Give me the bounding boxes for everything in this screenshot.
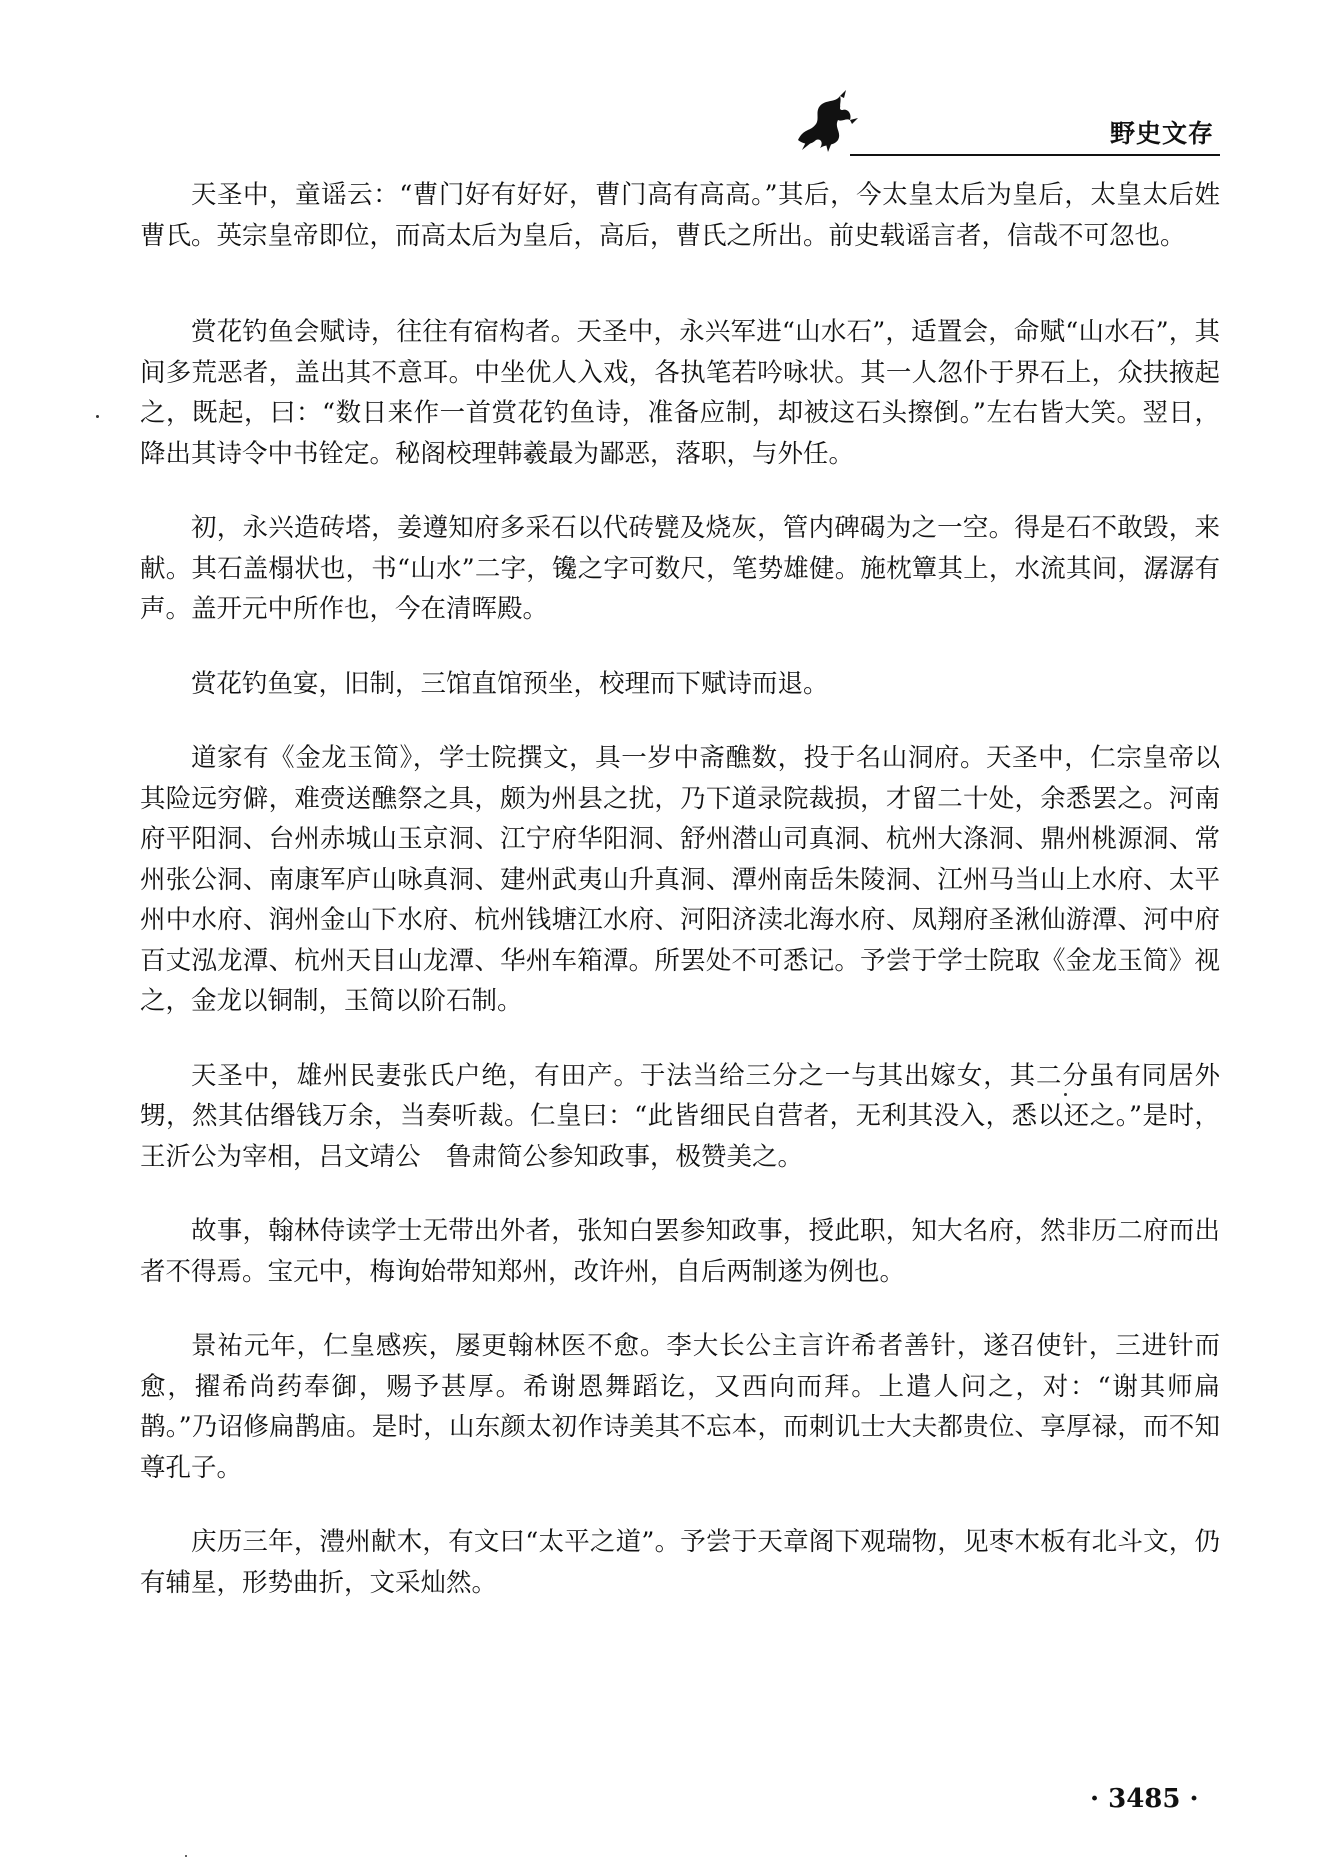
series-title: 野史文存 [1109,119,1214,148]
dragon-emblem-icon [790,88,860,154]
paragraph: 初，永兴造砖塔，姜遵知府多采石以代砖甓及烧灰，管内碑碣为之一空。得是石不敢毁，来献。其石盖榻状也，书“山水”二字，镵之字可数尺，笔势雄健。施枕簟其上，水流其间，潺潺有声。盖开元中所作也，今在清晖殿。 [140,513,1220,624]
page-header [790,88,1220,158]
paragraph: 故事，翰林侍读学士无带出外者，张知白罢参知政事，授此职，知大名府，然非历二府而出者不得焉。宝元中，梅询始带知郑州，改许州，自后两制遂为例也。 [140,1216,1220,1287]
paragraph: 道家有《金龙玉简》，学士院撰文，具一岁中斋醮数，投于名山洞府。天圣中，仁宗皇帝以其险远穷僻，难赍送醮祭之具，颇为州县之扰，乃下道录院裁损，才留二十处，余悉罢之。河南府平阳洞、台州赤城山玉京洞、江宁府华阳洞、舒州潜山司真洞、杭州大涤洞、鼎州桃源洞、常州张公洞、南康军庐山咏真洞、建州武夷山升真洞、潭州南岳朱陵洞、江州马当山上水府、太平州中水府、润州金山下水府、杭州钱塘江水府、河阳济渎北海水府、凤翔府圣湫仙游潭、河中府百丈泓龙潭、杭州天目山龙潭、华州车箱潭。所罢处不可悉记。予尝于学士院取《金龙玉简》视之，金龙以铜制，玉简以阶石制。 [140,743,1220,1016]
scan-speck [1064,1093,1067,1096]
scan-speck [96,415,99,418]
article-body [140,175,1220,1603]
page-number: · 3485 · [1090,1784,1199,1814]
paragraph: 赏花钓鱼宴，旧制，三馆直馆预坐，校理而下赋诗而退。 [191,668,829,699]
paragraph: 天圣中，童谣云：“曹门好有好好，曹门高有高高。”其后，今太皇太后为皇后，太皇太后姓曹氏。英宗皇帝即位，而高太后为皇后，高后，曹氏之所出。前史载谣言者，信哉不可忽也。 [140,180,1220,251]
scan-speck [185,1855,187,1857]
paragraph: 天圣中，雄州民妻张氏户绝，有田产。于法当给三分之一与其出嫁女，其二分虽有同居外甥，然其估缗钱万余，当奏听裁。仁皇曰：“此皆细民自营者，无利其没入，悉以还之。”是时，王沂公为宰相，吕文靖公 鲁肃简公参知政事，极赞美之。 [140,1060,1220,1172]
paragraph: 景祐元年，仁皇感疾，屡更翰林医不愈。李大长公主言许希者善针，遂召使针，三进针而愈，擢希尚药奉御，赐予甚厚。希谢恩舞蹈讫，又西向而拜。上遣人问之，对：“谢其师扁鹊。”乃诏修扁鹊庙。是时，山东颜太初作诗美其不忘本，而刺讥士大夫都贵位、享厚禄，而不知尊孔子。 [140,1331,1220,1483]
header-rule [850,154,1220,156]
paragraph: 庆历三年，澧州献木，有文曰“太平之道”。予尝于天章阁下观瑞物，见枣木板有北斗文，仍有辅星，形势曲折，文采灿然。 [140,1527,1220,1598]
paragraph: 赏花钓鱼会赋诗，往往有宿构者。天圣中，永兴军进“山水石”，适置会，命赋“山水石”，其间多荒恶者，盖出其不意耳。中坐优人入戏，各执笔若吟咏状。其一人忽仆于界石上，众扶掖起之，既起，曰：“数日来作一首赏花钓鱼诗，准备应制，却被这石头擦倒。”左右皆大笑。翌日，降出其诗令中书铨定。秘阁校理韩羲最为鄙恶，落职，与外任。 [140,317,1220,469]
